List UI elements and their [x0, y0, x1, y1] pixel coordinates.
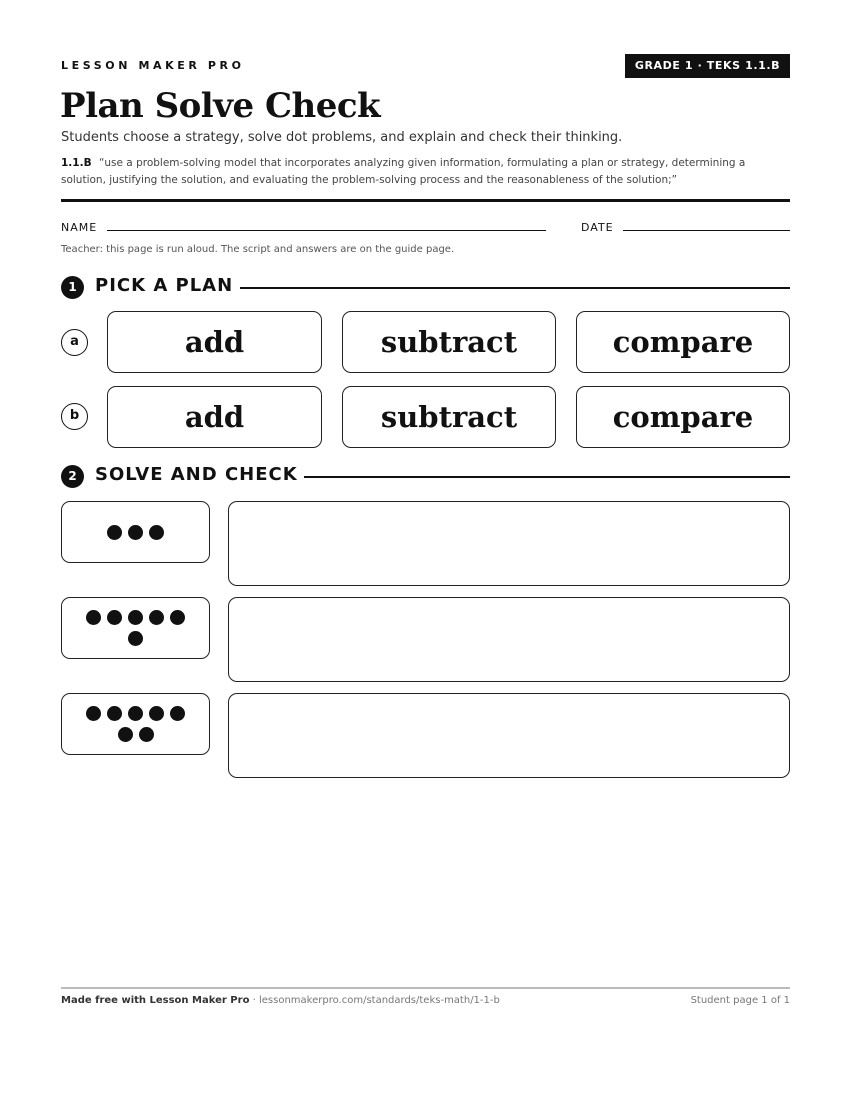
answer-box-2[interactable] — [228, 597, 790, 682]
dot — [139, 727, 154, 742]
row-b-label: b — [61, 403, 88, 430]
header-divider — [61, 199, 790, 202]
dot — [128, 706, 143, 721]
section-2-title: SOLVE AND CHECK — [95, 464, 298, 485]
dot — [107, 610, 122, 625]
section-1-rule — [240, 287, 790, 289]
dot — [128, 610, 143, 625]
choice-b-compare[interactable]: compare — [576, 386, 790, 448]
answer-box-3[interactable] — [228, 693, 790, 778]
dot — [107, 525, 122, 540]
dot — [149, 706, 164, 721]
choice-b-subtract[interactable]: subtract — [342, 386, 556, 448]
page-subtitle: Students choose a strategy, solve dot problems, and explain and check their thinking. — [61, 130, 623, 145]
standard-text: “use a problem-solving model that incorporates analyzing given information, formulating a plan or strategy, determining a solution, justifying the solution, and evaluating the problem-solving process and the reasonableness of the solution;” — [61, 157, 746, 186]
dot — [149, 610, 164, 625]
dot-row — [62, 727, 209, 742]
footer-separator: · — [249, 995, 259, 1006]
dot — [107, 706, 122, 721]
footer-page-number: Student page 1 of 1 — [690, 995, 790, 1006]
choice-a-subtract[interactable]: subtract — [342, 311, 556, 373]
dot-row — [62, 631, 209, 646]
section-1-number: 1 — [61, 276, 84, 299]
dot — [128, 631, 143, 646]
name-label: NAME — [61, 221, 98, 234]
dot — [86, 706, 101, 721]
footer-divider — [61, 987, 790, 989]
page-title: Plan Solve Check — [60, 86, 381, 126]
dot-card-3 — [61, 693, 210, 755]
dot — [118, 727, 133, 742]
row-a-label: a — [61, 329, 88, 356]
dot — [170, 706, 185, 721]
footer-made-with: Made free with Lesson Maker Pro — [61, 995, 250, 1006]
teacher-note: Teacher: this page is run aloud. The script and answers are on the guide page. — [61, 244, 455, 255]
dot-row — [62, 525, 209, 540]
section-2-rule — [304, 476, 790, 478]
choice-a-compare[interactable]: compare — [576, 311, 790, 373]
section-1-title: PICK A PLAN — [95, 275, 234, 296]
footer-credit — [61, 995, 500, 1006]
dot — [128, 525, 143, 540]
dot — [149, 525, 164, 540]
dot-row — [62, 610, 209, 625]
dot-card-2 — [61, 597, 210, 659]
date-field-line[interactable] — [623, 230, 790, 231]
section-2-number: 2 — [61, 465, 84, 488]
brand-name: LESSON MAKER PRO — [61, 59, 245, 72]
standard-statement — [61, 155, 791, 189]
dot-row — [62, 706, 209, 721]
choice-a-add[interactable]: add — [107, 311, 322, 373]
standard-code: 1.1.B — [61, 157, 92, 169]
name-field-line[interactable] — [107, 230, 546, 231]
dot-card-1 — [61, 501, 210, 563]
dot — [86, 610, 101, 625]
date-label: DATE — [581, 221, 614, 234]
footer-url[interactable]: lessonmakerpro.com/standards/teks-math/1-1-b — [258, 995, 500, 1006]
dot — [170, 610, 185, 625]
answer-box-1[interactable] — [228, 501, 790, 586]
choice-b-add[interactable]: add — [107, 386, 322, 448]
grade-badge: GRADE 1 · TEKS 1.1.B — [625, 54, 790, 78]
